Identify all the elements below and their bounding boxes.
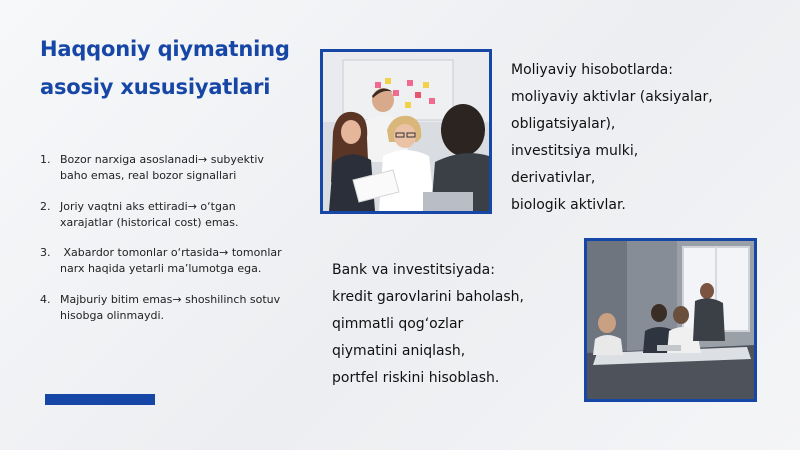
features-list: [40, 152, 290, 338]
list-item: [40, 292, 290, 324]
list-text: Joriy vaqtni aks ettiradi→ o‘tgan xarajatlar (historical cost) emas.: [60, 199, 239, 229]
text-line: biologik aktivlar.: [511, 197, 626, 213]
financial-reports-text: [511, 57, 791, 219]
list-text: Xabardor tomonlar o‘rtasida→ tomonlar narx haqida yetarli ma’lumotga ega.: [60, 246, 286, 275]
text-line: obligatsiyalar),: [511, 116, 616, 132]
text-line: investitsiya mulki,: [511, 143, 639, 159]
list-text: Bozor narxiga asoslanadi→ subyektiv baho emas, real bozor signallari: [60, 153, 264, 182]
list-number: 4.: [40, 292, 51, 306]
text-line: qiymatini aniqlash,: [332, 343, 466, 359]
title-line: Haqqoniy qiymatning: [40, 37, 290, 61]
text-line: kredit garovlarini baholash,: [332, 289, 524, 305]
office-meeting-photo: [584, 238, 757, 402]
text-line: derivativlar,: [511, 170, 596, 186]
text-line: portfel riskini hisoblash.: [332, 370, 500, 386]
list-number: 2.: [40, 199, 51, 213]
team-meeting-illustration: [323, 52, 489, 211]
list-number: 3.: [40, 246, 51, 259]
list-item: [40, 245, 290, 277]
accent-bar: [45, 394, 155, 405]
slide-title: [40, 30, 310, 106]
text-line: qimmatli qog‘ozlar: [332, 316, 464, 332]
banking-text: [332, 257, 572, 392]
list-text: Majburiy bitim emas→ shoshilinch sotuv hisobga olinmaydi.: [60, 292, 281, 322]
text-line: Bank va investitsiyada:: [332, 262, 495, 278]
list-number: 1.: [40, 153, 51, 166]
text-line: moliyaviy aktivlar (aksiyalar,: [511, 89, 713, 105]
team-meeting-photo: [320, 49, 492, 214]
list-item: [40, 152, 290, 184]
office-meeting-illustration: [587, 241, 754, 399]
text-line: Moliyaviy hisobotlarda:: [511, 62, 673, 78]
list-item: [40, 199, 290, 231]
title-line: asosiy xususiyatlari: [40, 75, 271, 99]
